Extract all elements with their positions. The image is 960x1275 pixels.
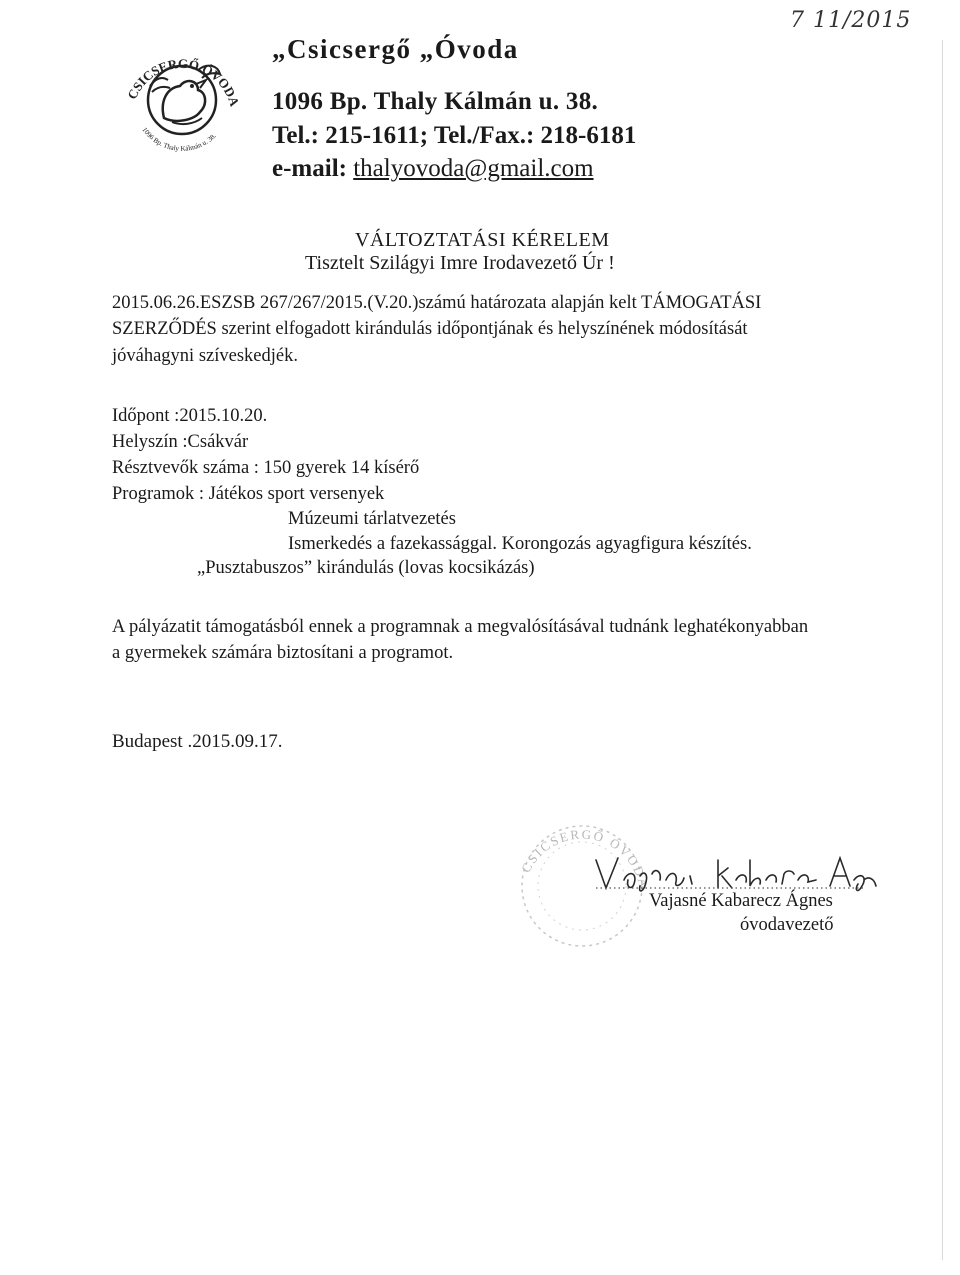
programs-label: Programok : Játékos sport versenyek	[112, 484, 385, 504]
email-label: e-mail:	[272, 155, 354, 182]
salutation: Tisztelt Szilágyi Imre Irodavezető Úr !	[305, 252, 615, 274]
place-and-date: Budapest .2015.09.17.	[112, 731, 283, 752]
signature-dotted-line	[596, 886, 866, 890]
event-place: Helyszín :Csákvár	[112, 432, 249, 452]
closing-line: a gyermekek számára biztosítani a programot.	[112, 643, 454, 663]
signatory-title: óvodavezető	[740, 915, 834, 935]
intro-line: 2015.06.26.ESZSB 267/267/2015.(V.20.)számú határozata alapján kelt TÁMOGATÁSI	[112, 293, 762, 313]
event-date: Időpont :2015.10.20.	[112, 406, 268, 426]
kindergarten-logo	[112, 26, 252, 166]
closing-line: A pályázatit támogatásból ennek a programnak a megvalósításával tudnánk leghatékonyabban	[112, 617, 809, 637]
intro-line: SZERZŐDÉS szerint elfogadott kirándulás időpontjának és helyszínének módosítását	[112, 319, 748, 339]
scan-edge-line	[942, 40, 943, 1260]
registration-mark: 7 11/2015	[790, 8, 912, 33]
program-item: Múzeumi tárlatvezetés	[288, 509, 456, 529]
participant-count: Résztvevők száma : 150 gyerek 14 kísérő	[112, 458, 420, 478]
program-item: Ismerkedés a fazekassággal. Korongozás agyagfigura készítés.	[288, 534, 752, 554]
document-title: VÁLTOZTATÁSI KÉRELEM	[355, 229, 610, 251]
svg-text:CSICSERGŐ ÓVODA: CSICSERGŐ ÓVODA	[517, 826, 652, 891]
email-link[interactable]: thalyovoda@gmail.com	[353, 155, 594, 182]
signatory-name: Vajasné Kabarecz Ágnes	[649, 891, 833, 911]
svg-text:CSICSERGŐ ÓVODA: CSICSERGŐ ÓVODA	[124, 55, 243, 109]
intro-line: jóváhagyni szíveskedjék.	[112, 346, 298, 366]
svg-text:1096 Bp. Thaly Kálmán u. 38.: 1096 Bp. Thaly Kálmán u. 38.	[140, 125, 218, 153]
kindergarten-name: „Csicsergő „Óvoda	[272, 34, 519, 64]
header-email	[272, 155, 594, 183]
header-phone: Tel.: 215-1611; Tel./Fax.: 218-6181	[272, 122, 637, 149]
program-item: „Pusztabuszos” kirándulás (lovas kocsikázás)	[197, 558, 535, 578]
header-address: 1096 Bp. Thaly Kálmán u. 38.	[272, 88, 599, 115]
